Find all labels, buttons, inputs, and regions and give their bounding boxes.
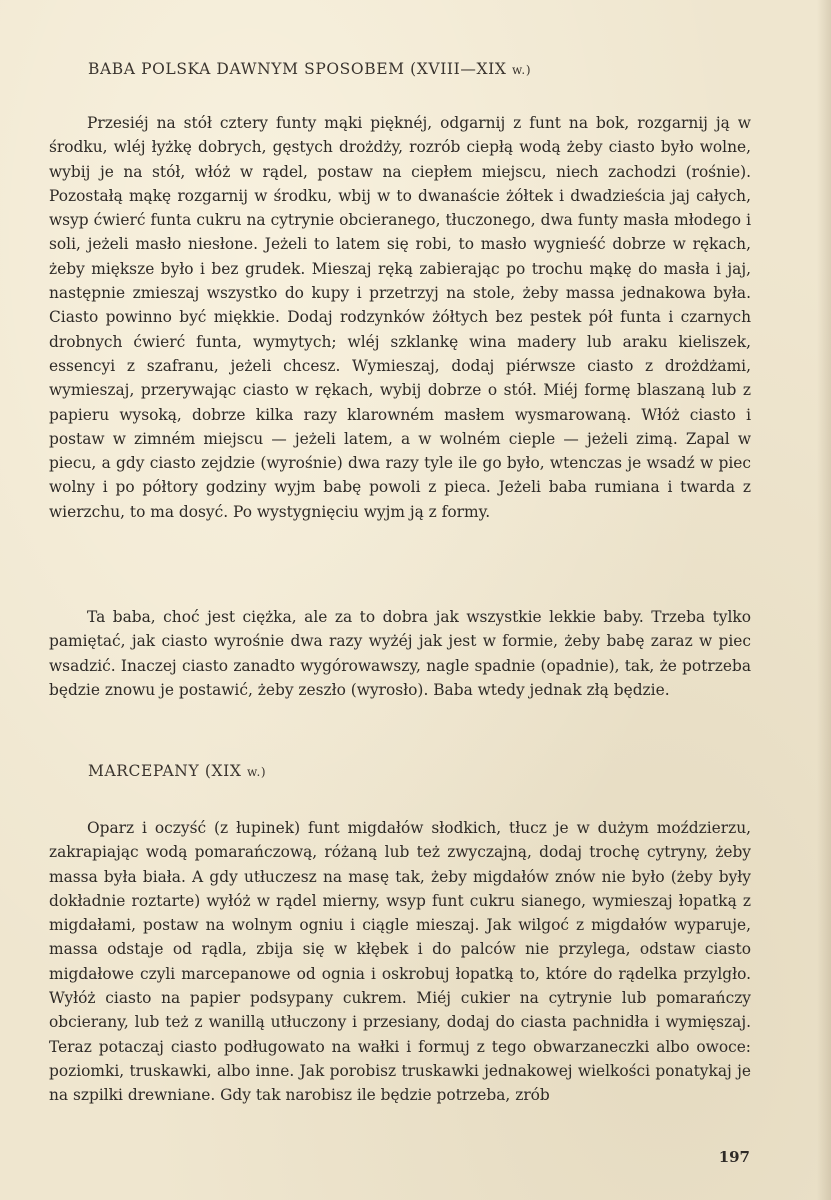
recipe-heading-baba (88, 60, 531, 78)
page-edge-shadow (817, 0, 831, 1200)
page-number: 197 (718, 1148, 750, 1166)
heading-title: MARCEPANY (XIX (88, 762, 242, 780)
marcepany-paragraph-1: Oparz i oczyść (z łupinek) funt migdałów słodkich, tłucz je w dużym moździerzu, zakrapiając wodą pomarańczową, różaną lub też zwyczajną, dodaj trochę cytryny, żeby massa była biała. A gdy utłuczesz na masę tak, żeby migdałów znów nie było (żeby były dokładnie roztarte) wyłóż w rądel mierny, wsyp funt cukru sianego, wymieszaj łopatką z migdałami, postaw na wolnym ogniu i ciągle mieszaj. Jak wilgoć z migdałów wyparuje, massa odstaje od rądla, zbija się w kłębek i do palców nie przylega, odstaw ciasto migdałowe czyli marcepanowe od ognia i oskrobuj łopatką to, które do rądelka przylgło. Wyłóż ciasto na papier podsypany cukrem. Miéj cukier na cytrynie lub pomarańczy obcierany, lub też z wanillą utłuczony i przesiany, dodaj do ciasta pachnidła i wymięszaj. Teraz potaczaj ciasto podługowato na wałki i formuj z tego obwarzaneczki albo owoce: poziomki, truskawki, albo inne. Jak porobisz truskawki jednakowej wielkości ponatykaj je na szpilki drewniane. Gdy tak narobisz ile będzie potrzeba, zrób (49, 819, 751, 1105)
heading-suffix: w.) (247, 765, 267, 779)
recipe-heading-marcepany (88, 762, 266, 780)
heading-suffix: w.) (511, 63, 532, 77)
heading-title: BABA POLSKA DAWNYM SPOSOBEM (XVIII—XIX (88, 60, 507, 78)
baba-paragraph-1: Przesiéj na stół cztery funty mąki pięknéj, odgarnij z funt na bok, rozgarnij ją w środku, wléj łyżkę dobrych, gęstych drożdży, rozrób ciepłą wodą żeby ciasto było wolne, wybij je na stół, włóż w rądel, postaw na ciepłem miejscu, niech zachodzi (rośnie). Pozostałą mąkę rozgarnij w środku, wbij w to dwanaście żółtek i dwadzieścia jaj całych, wsyp ćwierć funta cukru na cytrynie obcieranego, tłuczonego, dwa funty masła młodego i soli, jeżeli masło niesłone. Jeżeli to latem się robi, to masło wygnieść dobrze w rękach, żeby miększe było i bez grudek. Mieszaj ręką zabierając po trochu mąkę do masła i jaj, następnie zmieszaj wszystko do kupy i przetrzyj na stole, żeby massa jednakowa była. Ciasto powinno być miękkie. Dodaj rodzynków żółtych bez pestek pół funta i czarnych drobnych ćwierć funta, wymytych; wléj szklankę wina madery lub araku kieliszek, essencyi z szafranu, jeżeli chcesz. Wymieszaj, dodaj piérwsze ciasto z drożdżami, wymieszaj, przerywając ciasto w rękach, wybij dobrze o stół. Miéj formę blaszaną lub z papieru wysoką, dobrze kilka razy klarowném masłem wysmarowaną. Włóż ciasto i postaw w zimném miejscu — jeżeli latem, a w wolném cieple — jeżeli zimą. Zapal w piecu, a gdy ciasto zejdzie (wyrośnie) dwa razy tyle ile go było, wtenczas je wsadź w piec wolny i po półtory godziny wyjm babę powoli z pieca. Jeżeli baba rumiana i twarda z wierzchu, to ma dosyć. Po wystygnięciu wyjm ją z formy. (49, 114, 751, 521)
baba-paragraph-2: Ta baba, choć jest ciężka, ale za to dobra jak wszystkie lekkie baby. Trzeba tylko pamiętać, jak ciasto wyrośnie dwa razy wyżéj jak jest w formie, żeby babę zaraz w piec wsadzić. Inaczej ciasto zanadto wygórowawszy, nagle spadnie (opadnie), tak, że potrzeba będzie znowu je postawić, żeby zeszło (wyrosło). Baba wtedy jednak złą będzie. (49, 608, 751, 699)
